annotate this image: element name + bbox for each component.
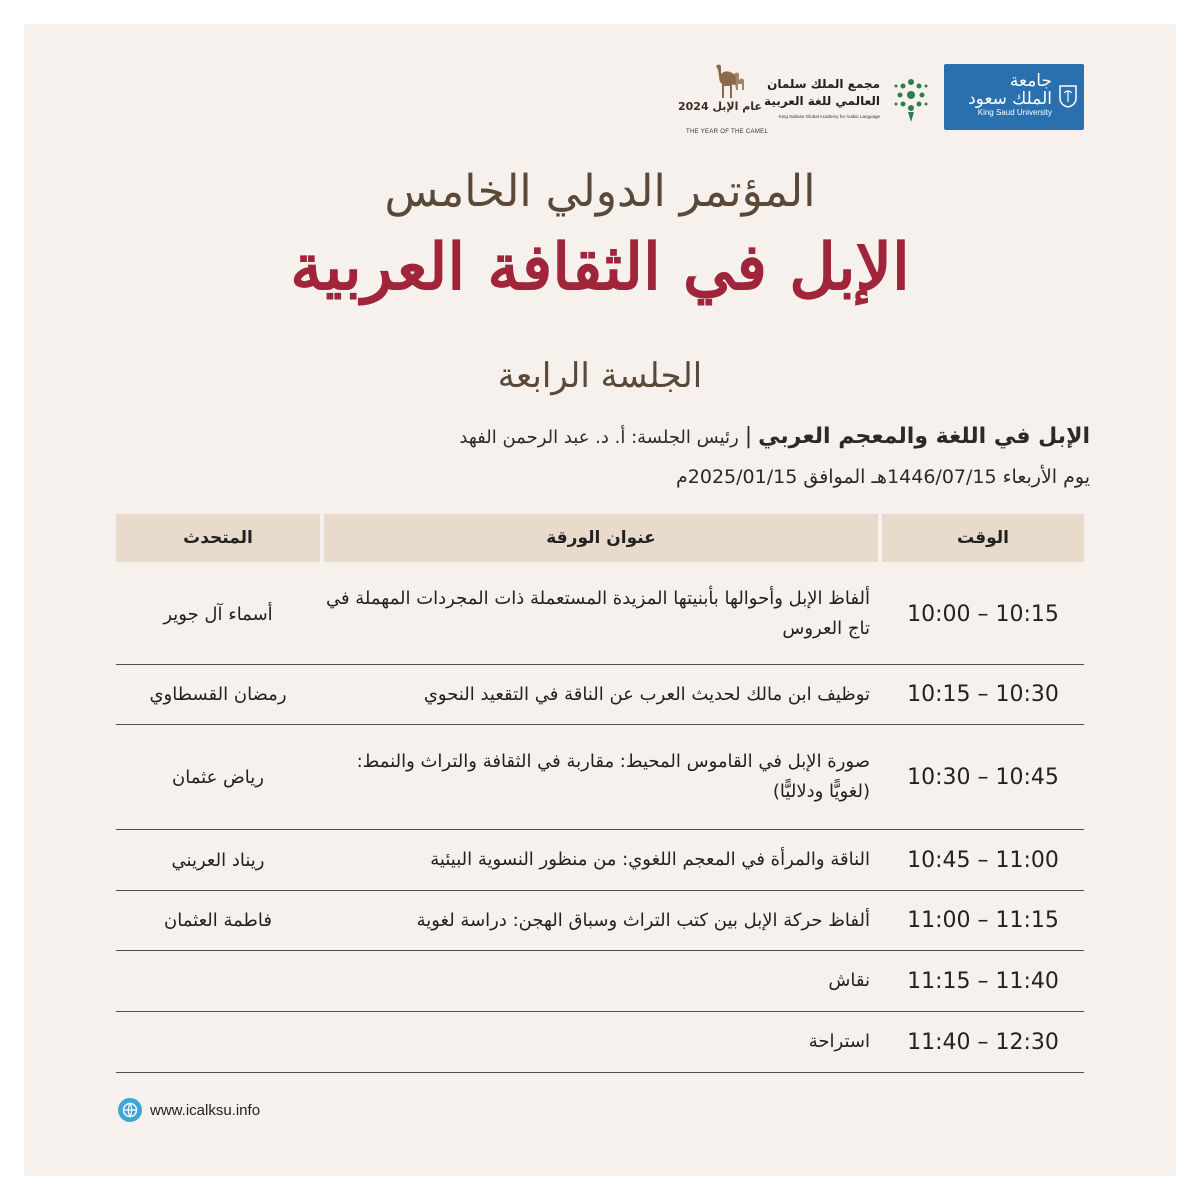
row-speaker: رمضان القسطاوي <box>149 684 287 705</box>
session-info <box>459 424 1090 449</box>
camel-year-arabic: عام الإبل 2024 <box>678 100 762 113</box>
ksu-arabic-name <box>968 72 1052 108</box>
header-title: عنوان الورقة <box>324 514 878 562</box>
row-time: 11:40 – 12:30 <box>907 1029 1059 1055</box>
king-salman-academy-logo <box>764 64 934 134</box>
session-date: يوم الأربعاء 1446/07/15هـ الموافق 2025/01/15م <box>676 466 1090 488</box>
row-title-text: ألفاظ حركة الإبل بين كتب التراث وسباق الهجن: دراسة لغوية <box>416 909 870 931</box>
header-time: الوقت <box>882 514 1084 562</box>
row-title-text: نقاش <box>828 970 870 991</box>
row-title <box>324 564 878 664</box>
separator: | <box>744 424 753 449</box>
row-title-text: الناقة والمرأة في المعجم اللغوي: من منظور النسوية البيئية <box>430 849 870 870</box>
row-speaker <box>116 951 320 1011</box>
table-row <box>116 891 1084 951</box>
row-title <box>324 891 878 950</box>
globe-icon <box>118 1098 142 1122</box>
session-topic: الإبل في اللغة والمعجم العربي <box>758 424 1090 449</box>
table-row <box>116 951 1084 1012</box>
table-row <box>116 564 1084 665</box>
palm-emblem-icon <box>1058 84 1078 108</box>
row-time: 10:45 – 11:00 <box>907 847 1059 873</box>
row-title <box>324 830 878 890</box>
row-title-text: استراحة <box>808 1031 870 1052</box>
table-row <box>116 830 1084 891</box>
session-chair: رئيس الجلسة: أ. د. عبد الرحمن الفهد <box>459 427 739 448</box>
ksu-arabic-line1: جامعة <box>1009 71 1052 91</box>
king-saud-university-logo <box>944 64 1084 130</box>
footer <box>118 1098 260 1122</box>
row-time: 10:00 – 10:15 <box>907 601 1059 627</box>
row-title <box>324 1012 878 1072</box>
ksu-english-name: King Saud University <box>977 108 1052 117</box>
year-of-camel-logo <box>668 60 769 140</box>
academy-mark-icon <box>888 68 934 126</box>
row-time: 11:15 – 11:40 <box>907 968 1059 994</box>
website-link[interactable]: www.icalksu.info <box>150 1101 261 1119</box>
row-title <box>324 665 878 724</box>
row-title <box>324 725 878 829</box>
row-title-text: ألفاظ الإبل وأحوالها بأبنيتها المزيدة المستعملة ذات المجردات المهملة في تاج العروس <box>325 588 870 639</box>
ksga-arabic-line2: العالمي للغة العربية <box>764 94 880 108</box>
ksu-arabic-line2: الملك سعود <box>968 89 1052 109</box>
ksga-arabic-name <box>764 76 880 110</box>
row-speaker: رياض عثمان <box>172 766 264 788</box>
row-speaker <box>116 1012 320 1072</box>
row-title <box>324 951 878 1011</box>
row-time: 11:00 – 11:15 <box>907 908 1059 933</box>
camel-icon <box>710 62 746 102</box>
camel-year-english: THE YEAR OF THE CAMEL <box>686 129 769 135</box>
table-row <box>116 725 1084 830</box>
header-speaker: المتحدث <box>116 514 320 562</box>
row-speaker: أسماء آل جوير <box>163 603 273 625</box>
table-row <box>116 1012 1084 1073</box>
ksga-arabic-line1: مجمع الملك سلمان <box>767 77 880 91</box>
conference-theme: الإبل في الثقافة العربية <box>290 230 910 305</box>
row-title-text: توظيف ابن مالك لحديث العرب عن الناقة في التقعيد النحوي <box>423 683 870 705</box>
schedule-table <box>116 514 1084 1073</box>
table-row <box>116 665 1084 725</box>
row-speaker: ريناد العريني <box>171 849 265 871</box>
conference-title: المؤتمر الدولي الخامس <box>384 166 816 217</box>
row-time: 10:15 – 10:30 <box>907 682 1059 707</box>
session-number: الجلسة الرابعة <box>497 356 703 396</box>
ksga-english-name: King Salman Global Academy for Arabic Language <box>778 114 880 119</box>
row-speaker: فاطمة العثمان <box>164 910 272 931</box>
table-header <box>116 514 1084 562</box>
row-time: 10:30 – 10:45 <box>907 764 1059 790</box>
row-title-text: صورة الإبل في القاموس المحيط: مقاربة في الثقافة والتراث والنمط: (لغويًّا ودلاليًّا) <box>356 751 870 802</box>
